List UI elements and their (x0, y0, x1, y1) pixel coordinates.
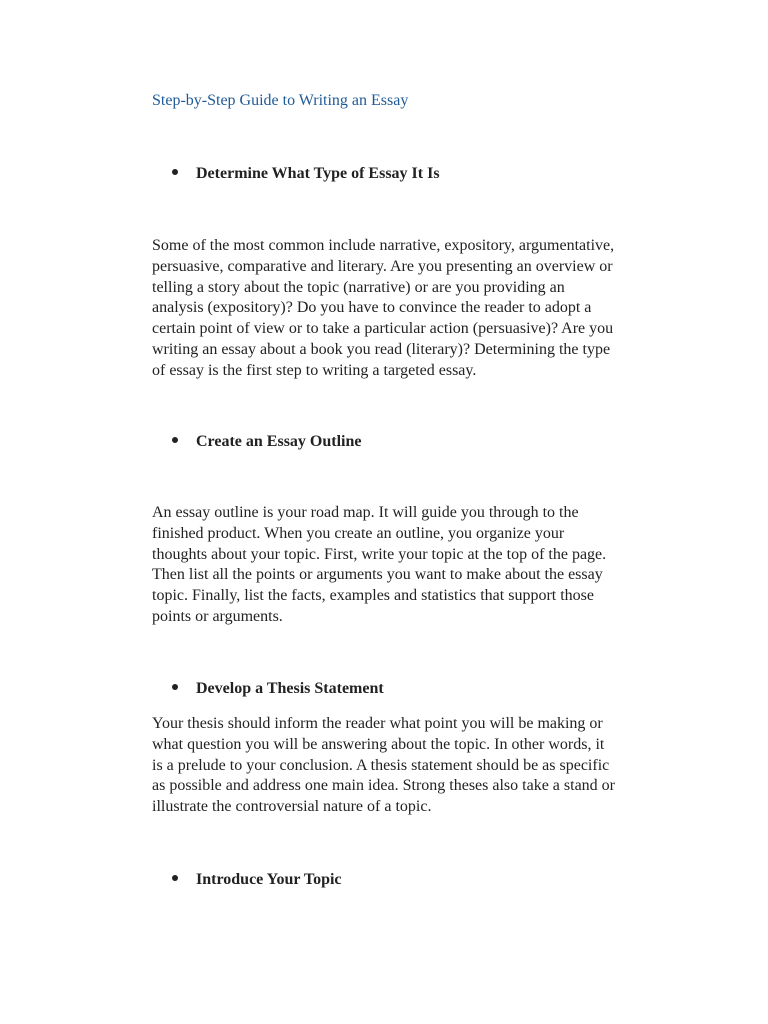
paragraph-line: finished product. When you create an outline, you organize your (152, 524, 565, 542)
paragraph-line: as possible and address one main idea. Strong theses also take a stand or (152, 777, 615, 795)
paragraph-line: what question you will be answering about the topic. In other words, it (152, 735, 605, 753)
paragraph-line: writing an essay about a book you read (literary)? Determining the type (152, 340, 611, 358)
paragraph-thesis (152, 714, 672, 818)
section-heading-introduce-topic (172, 871, 342, 889)
paragraph-line: illustrate the controversial nature of a topic. (152, 798, 432, 816)
paragraph-outline (152, 503, 672, 628)
paragraph-line: certain point of view or to take a particular action (persuasive)? Are you (152, 320, 614, 338)
bullet-icon (172, 437, 178, 443)
bullet-icon (172, 684, 178, 690)
paragraph-essay-type (152, 236, 672, 382)
document-title: Step-by-Step Guide to Writing an Essay (152, 92, 409, 109)
paragraph-line: Some of the most common include narrative, expository, argumentative, (152, 237, 615, 254)
section-heading-thesis (172, 680, 384, 698)
paragraph-line: Then list all the points or arguments you want to make about the essay (152, 566, 603, 584)
heading-text: Introduce Your Topic (196, 871, 342, 888)
bullet-icon (172, 875, 178, 881)
paragraph-line: Your thesis should inform the reader what point you will be making or (152, 715, 603, 732)
heading-text: Determine What Type of Essay It Is (196, 165, 440, 182)
section-heading-essay-type (172, 165, 440, 183)
paragraph-line: An essay outline is your road map. It will guide you through to the (152, 504, 579, 521)
paragraph-line: is a prelude to your conclusion. A thesis statement should be as specific (152, 756, 610, 774)
paragraph-line: points or arguments. (152, 607, 283, 625)
paragraph-line: analysis (expository)? Do you have to convince the reader to adopt a (152, 299, 592, 317)
section-heading-outline (172, 433, 361, 451)
paragraph-line: of essay is the first step to writing a targeted essay. (152, 361, 477, 379)
heading-text: Develop a Thesis Statement (196, 680, 384, 697)
paragraph-line: thoughts about your topic. First, write your topic at the top of the page. (152, 545, 607, 563)
paragraph-line: topic. Finally, list the facts, examples and statistics that support those (152, 587, 594, 605)
paragraph-line: telling a story about the topic (narrative) or are you providing an (152, 278, 565, 296)
bullet-icon (172, 169, 178, 175)
paragraph-line: persuasive, comparative and literary. Are you presenting an overview or (152, 257, 613, 275)
heading-text: Create an Essay Outline (196, 433, 362, 450)
